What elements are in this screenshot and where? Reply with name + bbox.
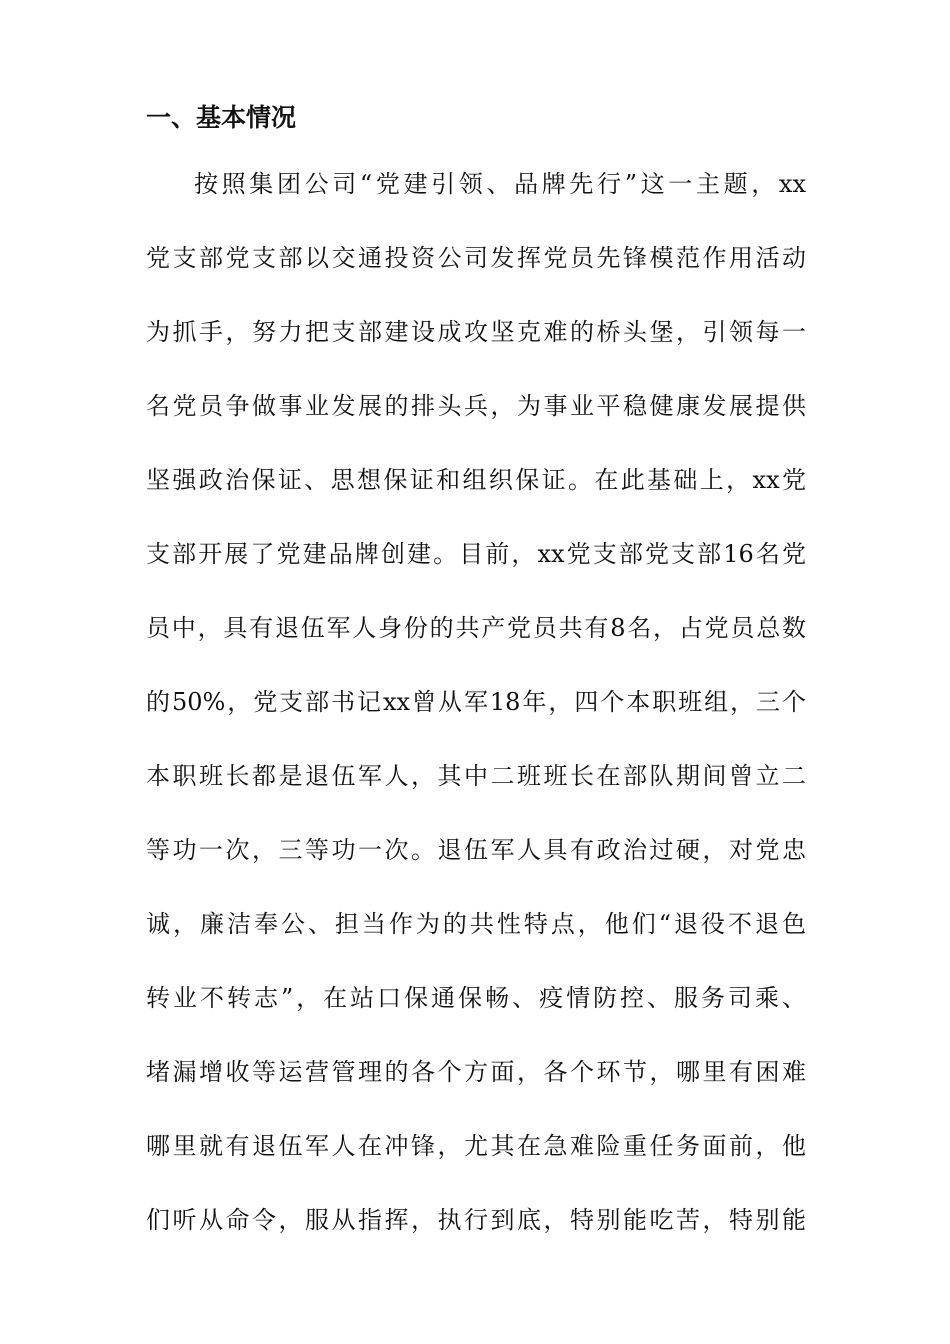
- paragraph-line: 诚，廉洁奉公、担当作为的共性特点，他们“退役不退色: [146, 910, 806, 938]
- section-heading: 一、基本情况: [146, 103, 297, 132]
- paragraph-line: 堵漏增收等运营管理的各个方面，各个环节，哪里有困难: [146, 1058, 806, 1086]
- paragraph-line: 哪里就有退伍军人在冲锋，尤其在急难险重任务面前，他: [146, 1132, 806, 1160]
- paragraph-line: 坚强政治保证、思想保证和组织保证。在此基础上，xx党: [146, 466, 806, 494]
- paragraph-line: 为抓手，努力把支部建设成攻坚克难的桥头堡，引领每一: [146, 318, 806, 346]
- paragraph-line: 员中，具有退伍军人身份的共产党员共有8名，占党员总数: [146, 614, 806, 642]
- paragraph-line: 按照集团公司“党建引领、品牌先行”这一主题，xx: [194, 170, 806, 198]
- paragraph-line: 们听从命令，服从指挥，执行到底，特别能吃苦，特别能: [146, 1206, 806, 1234]
- paragraph-line: 等功一次，三等功一次。退伍军人具有政治过硬，对党忠: [146, 836, 806, 864]
- paragraph-line: 名党员争做事业发展的排头兵，为事业平稳健康发展提供: [146, 392, 806, 420]
- paragraph-line: 的50%，党支部书记xx曾从军18年，四个本职班组，三个: [146, 688, 806, 716]
- paragraph-line: 转业不转志”，在站口保通保畅、疫情防控、服务司乘、: [146, 984, 806, 1012]
- paragraph-line: 本职班长都是退伍军人，其中二班班长在部队期间曾立二: [146, 762, 806, 790]
- paragraph-line: 支部开展了党建品牌创建。目前，xx党支部党支部16名党: [146, 540, 806, 568]
- paragraph-line: 党支部党支部以交通投资公司发挥党员先锋模范作用活动: [146, 244, 806, 272]
